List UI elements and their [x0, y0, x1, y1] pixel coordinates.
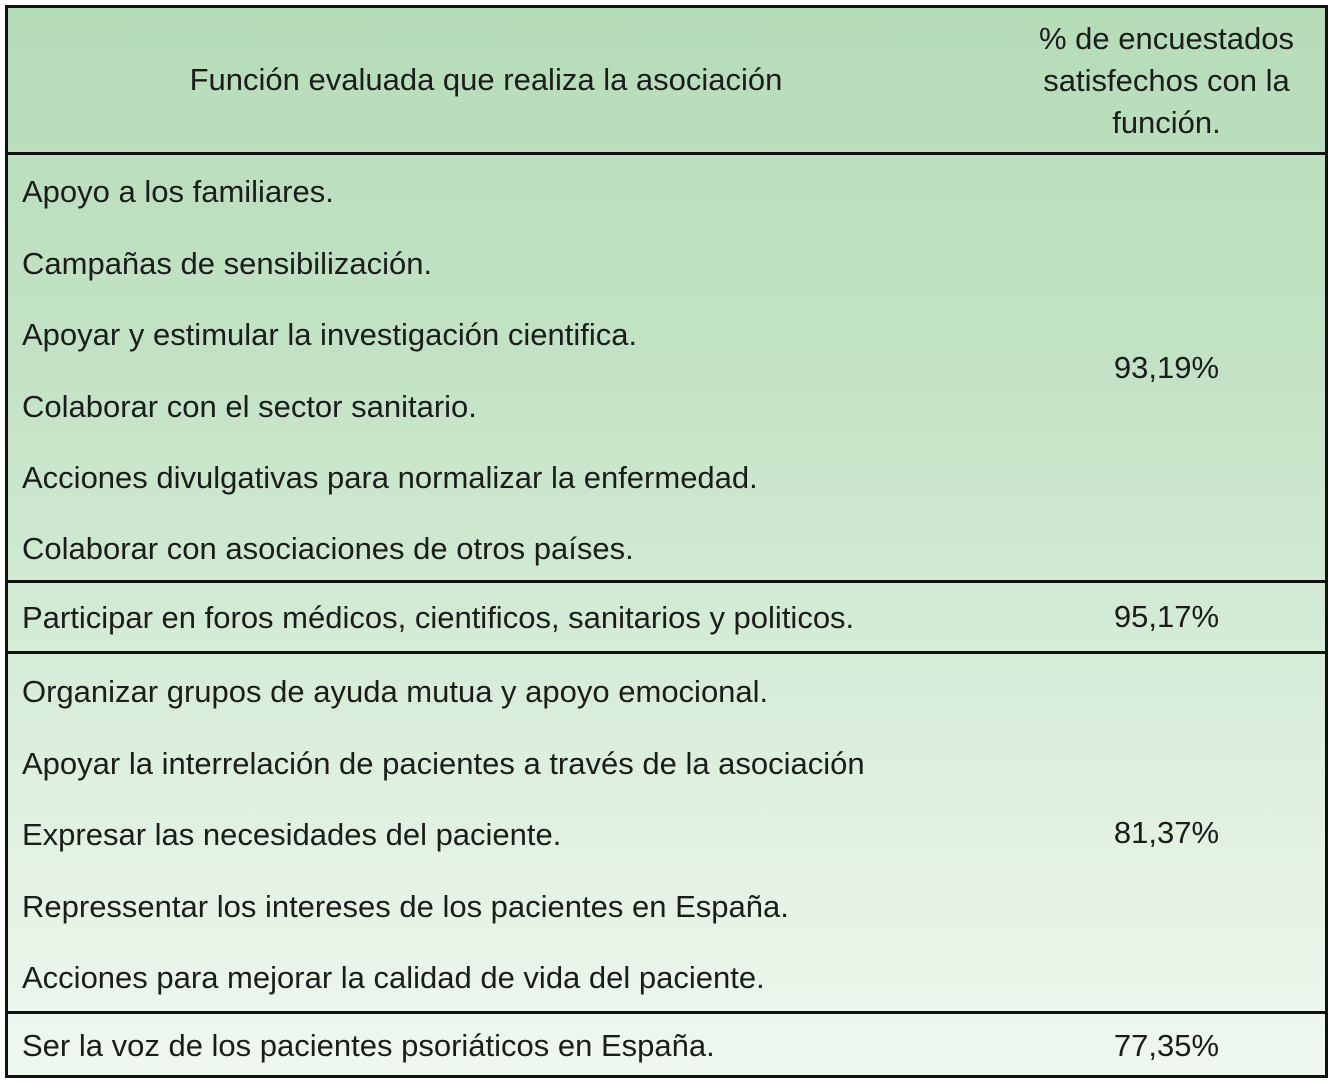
- table-row: [8, 580, 1325, 651]
- function-item: Colaborar con asociaciones de otros países.: [22, 531, 634, 566]
- function-cell: [22, 1014, 1002, 1078]
- header-percent-line: función.: [1112, 105, 1221, 140]
- percent-value: 77,35%: [1113, 1028, 1220, 1063]
- function-cell: [22, 583, 1002, 651]
- table-header: [8, 8, 1325, 152]
- table-row: [8, 651, 1325, 1011]
- function-item: Acciones para mejorar la calidad de vida del paciente.: [22, 960, 765, 995]
- percent-value: 95,17%: [1113, 599, 1220, 634]
- function-item: Apoyo a los familiares.: [22, 174, 334, 209]
- percent-value: 81,37%: [1113, 814, 1220, 850]
- function-item: Organizar grupos de ayuda mutua y apoyo emocional.: [22, 674, 769, 709]
- function-item: Apoyar la interrelación de pacientes a través de la asociación: [22, 746, 865, 781]
- function-cell: [22, 155, 1002, 580]
- header-function: Función evaluada que realiza la asociación: [189, 62, 783, 97]
- header-percent-line: % de encuestados: [1038, 21, 1295, 56]
- function-item: Acciones divulgativas para normalizar la enfermedad.: [22, 460, 758, 495]
- satisfaction-table: [5, 5, 1328, 1078]
- header-percent: [1008, 8, 1325, 152]
- function-item: Ser la voz de los pacientes psoriáticos en España.: [22, 1028, 715, 1063]
- percent-value: 93,19%: [1113, 349, 1220, 385]
- function-item: Apoyar y estimular la investigación cientifica.: [22, 317, 638, 352]
- function-item: Colaborar con el sector sanitario.: [22, 389, 477, 424]
- function-item: Expresar las necesidades del paciente.: [22, 817, 562, 852]
- function-item: Repressentar los intereses de los pacientes en España.: [22, 889, 789, 924]
- function-cell: [22, 654, 1002, 1011]
- table-row: [8, 1011, 1325, 1078]
- header-percent-line: satisfechos con la: [1043, 63, 1290, 98]
- function-item: Campañas de sensibilización.: [22, 246, 433, 281]
- table-row: [8, 152, 1325, 580]
- function-item: Participar en foros médicos, cientificos, sanitarios y politicos.: [22, 600, 855, 635]
